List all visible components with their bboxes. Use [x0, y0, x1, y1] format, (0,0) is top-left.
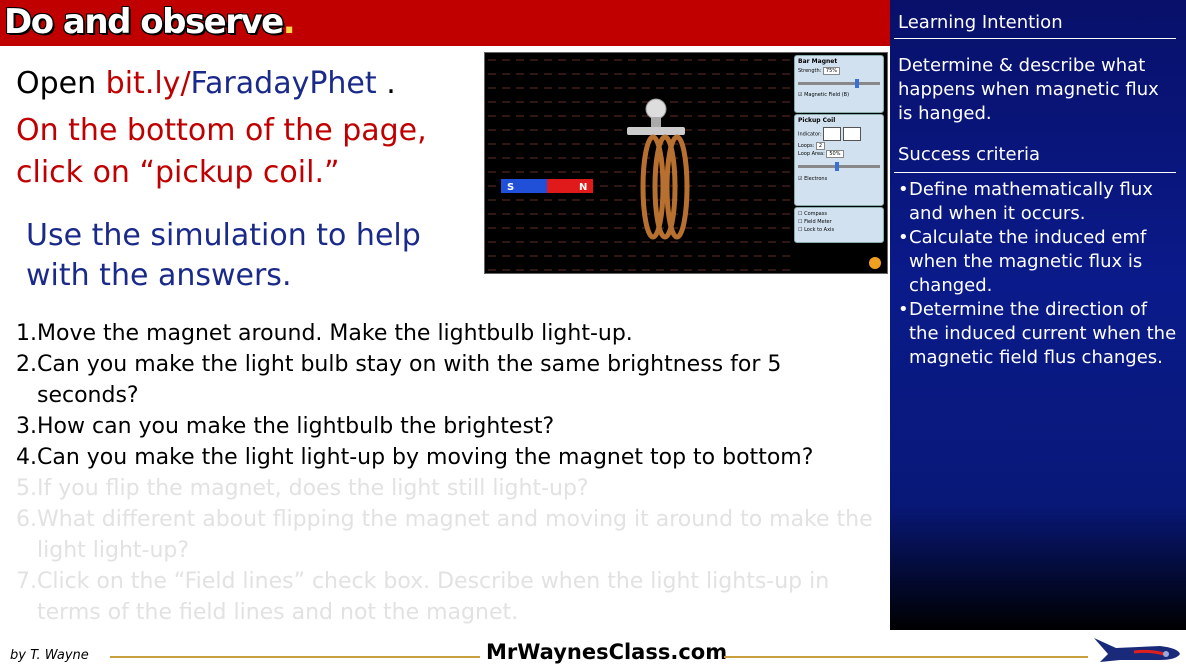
loops-value[interactable]: 2 [816, 142, 825, 150]
indicator-row [795, 126, 883, 142]
footer-divider [110, 656, 480, 658]
bullet-icon: • [898, 299, 909, 320]
magnet-n-label: N [579, 182, 588, 193]
success-criteria-heading: Success criteria [898, 144, 1041, 165]
magnetic-field-label: Magnetic Field (B) [804, 92, 850, 98]
link-part-2[interactable]: FaradayPhet [190, 66, 377, 101]
question-number: 1. [16, 321, 37, 346]
open-prefix: Open [16, 66, 106, 101]
bar-magnet-panel [794, 55, 884, 113]
question-text: Can you make the light bulb stay on with the same brightness for 5 seconds? [37, 352, 782, 408]
pickup-coil-instruction: On the bottom of the page, click on “pickup coil.” [16, 113, 427, 190]
heading-divider [894, 172, 1176, 173]
question-text: Click on the “Field lines” check box. Describe when the light lights-up in terms of the field lines and not the magnet. [37, 569, 830, 625]
strength-value[interactable]: 75% [823, 67, 840, 75]
author-credit: by T. Wayne [10, 648, 89, 663]
question-number: 3. [16, 414, 37, 439]
question-item [16, 411, 876, 442]
question-text: Can you make the light light-up by moving the magnet top to bottom? [37, 445, 814, 470]
question-number: 4. [16, 445, 37, 470]
loop-area-slider[interactable] [795, 158, 883, 169]
magnetic-field-checkbox[interactable]: ☑ Magnetic Field (B) [798, 92, 850, 98]
question-number: 6. [16, 507, 37, 532]
field-grid [485, 53, 795, 273]
strength-row [795, 67, 883, 75]
bullet-icon: • [898, 179, 909, 200]
site-name[interactable]: MrWaynesClass.com [486, 640, 728, 664]
strength-slider[interactable] [795, 75, 883, 86]
electrons-checkbox[interactable]: ☑ Electrons [798, 176, 828, 182]
bulb-indicator-button[interactable] [823, 127, 841, 141]
criteria-text: Calculate the induced emf when the magnetic flux is changed. [909, 227, 1147, 296]
question-number: 7. [16, 569, 37, 594]
open-instruction [16, 66, 396, 101]
title-dot: . [282, 2, 295, 42]
heading-divider [894, 38, 1176, 39]
lock-axis-checkbox[interactable]: ☐ Lock to Axis [798, 227, 835, 233]
reset-icon[interactable] [869, 257, 881, 269]
strength-label: Strength: [798, 68, 822, 74]
learning-intention-text: Determine & describe what happens when magnetic flux is hanged. [898, 55, 1159, 124]
question-number: 2. [16, 352, 37, 377]
question-item [16, 566, 876, 628]
question-item [16, 349, 876, 411]
learning-intention-heading: Learning Intention [898, 12, 1063, 33]
footer-divider [724, 656, 1088, 658]
simulation-hint: Use the simulation to help with the answers. [26, 218, 421, 293]
pickup-coil-panel [794, 114, 884, 206]
question-text: How can you make the lightbulb the brightest? [37, 414, 555, 439]
electrons-label: Electrons [804, 176, 828, 182]
loop-area-label: Loop Area: [798, 151, 825, 157]
bullet-icon: • [898, 227, 909, 248]
question-text: What different about flipping the magnet and moving it around to make the light light-up? [37, 507, 873, 563]
criteria-text: Determine the direction of the induced current when the magnetic field flus changes. [909, 299, 1177, 368]
pickup-coil-title: Pickup Coil [798, 117, 836, 124]
slide-title: Do and observe. [4, 2, 295, 42]
open-suffix: . [376, 66, 396, 101]
loops-label: Loops: [798, 143, 815, 149]
question-number: 5. [16, 476, 37, 501]
criteria-item [898, 226, 1178, 298]
loop-area-row [795, 150, 883, 158]
question-item [16, 473, 876, 504]
success-criteria-list [898, 178, 1178, 370]
question-list [16, 318, 876, 628]
field-meter-label: Field Meter [804, 219, 832, 225]
question-text: Move the magnet around. Make the lightbulb light-up. [37, 321, 633, 346]
meter-indicator-button[interactable] [843, 127, 861, 141]
question-item [16, 442, 876, 473]
criteria-item [898, 178, 1178, 226]
lock-axis-label: Lock to Axis [804, 227, 835, 233]
criteria-text: Define mathematically flux and when it occurs. [909, 179, 1153, 224]
bar-magnet-title: Bar Magnet [798, 58, 838, 65]
loops-row [795, 142, 883, 150]
rocket-logo-icon [1090, 634, 1182, 664]
field-meter-checkbox[interactable]: ☐ Field Meter [798, 219, 832, 225]
link-part-1[interactable]: bit.ly/ [105, 66, 191, 101]
question-item [16, 504, 876, 566]
question-text: If you flip the magnet, does the light still light-up? [37, 476, 589, 501]
criteria-item [898, 298, 1178, 370]
compass-label: Compass [804, 211, 827, 217]
phet-simulation[interactable] [484, 52, 888, 274]
tools-panel [794, 207, 884, 243]
coil-mount [627, 127, 685, 135]
compass-checkbox[interactable]: ☐ Compass [798, 211, 827, 217]
learning-sidebar [890, 0, 1186, 630]
loop-area-value[interactable]: 50% [826, 150, 843, 158]
question-item [16, 318, 876, 349]
indicator-label: Indicator: [798, 131, 822, 138]
magnet-s-label: S [507, 182, 515, 193]
